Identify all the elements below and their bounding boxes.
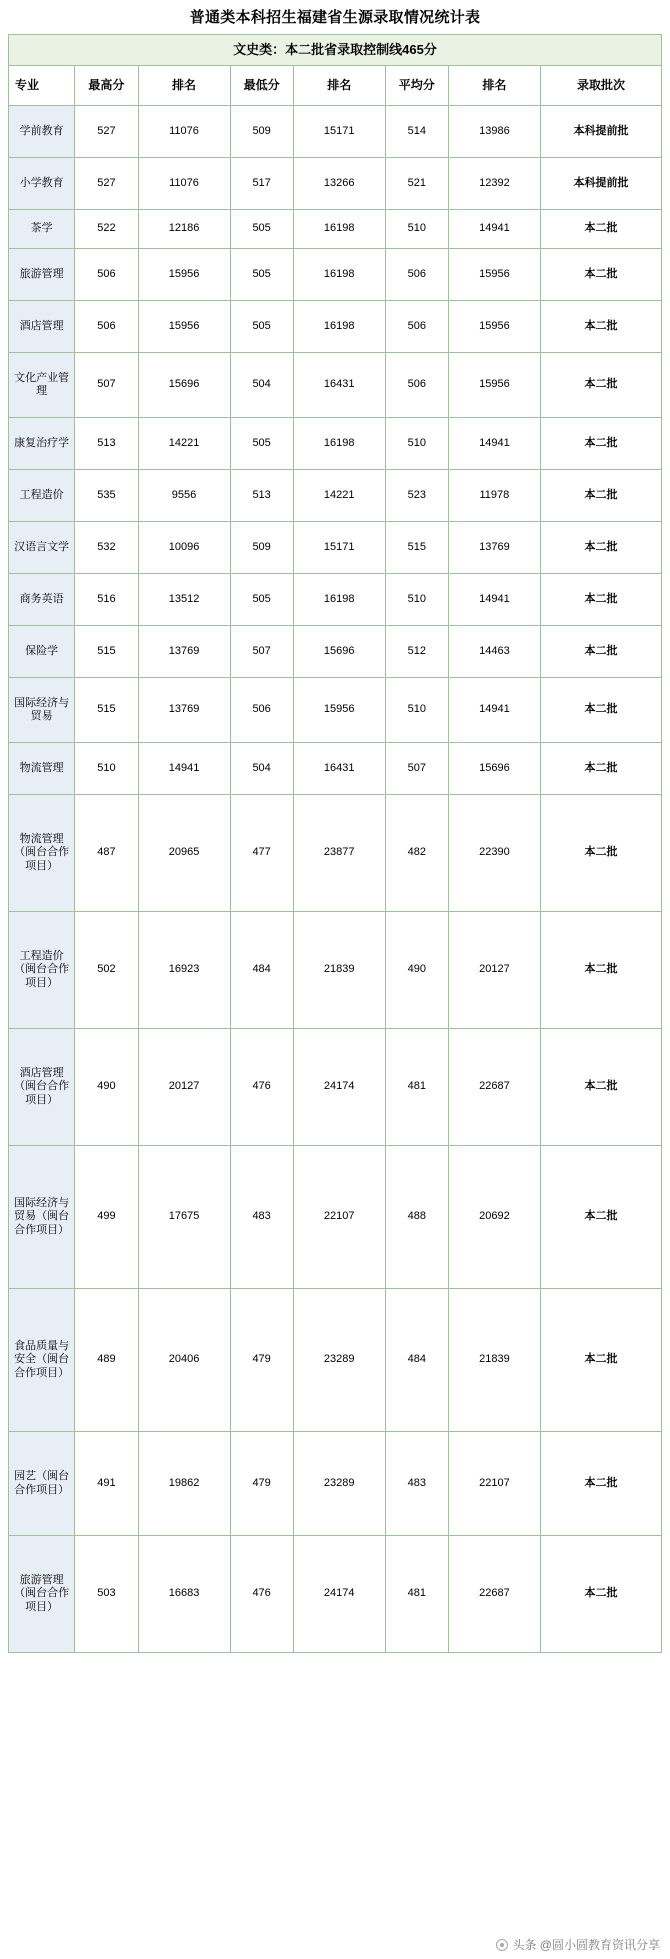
cell-highest-score: 506: [75, 301, 138, 353]
column-header-average-score: 平均分: [385, 66, 448, 106]
table-row: [9, 1146, 662, 1289]
cell-average-score: 506: [385, 301, 448, 353]
table-row: [9, 106, 662, 158]
cell-highest-score: 490: [75, 1029, 138, 1146]
cell-average-rank: 22107: [448, 1432, 540, 1536]
cell-highest-score: 491: [75, 1432, 138, 1536]
cell-lowest-score: 484: [230, 912, 293, 1029]
cell-average-rank: 12392: [448, 158, 540, 210]
cell-lowest-score: 483: [230, 1146, 293, 1289]
cell-highest-rank: 13769: [138, 678, 230, 743]
cell-major: 国际经济与贸易（闽台合作项目）: [9, 1146, 75, 1289]
cell-lowest-score: 517: [230, 158, 293, 210]
table-row: [9, 912, 662, 1029]
table-row: [9, 210, 662, 249]
cell-lowest-rank: 16198: [293, 574, 385, 626]
cell-lowest-rank: 15171: [293, 522, 385, 574]
cell-highest-rank: 10096: [138, 522, 230, 574]
cell-lowest-score: 505: [230, 418, 293, 470]
cell-batch: 本二批: [540, 353, 661, 418]
cell-highest-score: 507: [75, 353, 138, 418]
cell-highest-rank: 15956: [138, 301, 230, 353]
cell-lowest-rank: 14221: [293, 470, 385, 522]
cell-lowest-rank: 24174: [293, 1536, 385, 1653]
watermark-text: 头条 @圆小圆教育资讯分享: [512, 1938, 660, 1952]
cell-lowest-score: 504: [230, 743, 293, 795]
cell-highest-score: 510: [75, 743, 138, 795]
table-subtitle: 文史类：本二批省录取控制线465分: [9, 35, 662, 66]
cell-lowest-score: 507: [230, 626, 293, 678]
cell-lowest-rank: 13266: [293, 158, 385, 210]
cell-average-score: 481: [385, 1029, 448, 1146]
cell-lowest-rank: 21839: [293, 912, 385, 1029]
cell-major: 国际经济与贸易: [9, 678, 75, 743]
cell-highest-score: 487: [75, 795, 138, 912]
cell-lowest-rank: 15171: [293, 106, 385, 158]
cell-lowest-score: 509: [230, 522, 293, 574]
cell-major: 康复治疗学: [9, 418, 75, 470]
cell-lowest-rank: 24174: [293, 1029, 385, 1146]
cell-highest-rank: 13769: [138, 626, 230, 678]
cell-lowest-score: 505: [230, 301, 293, 353]
cell-average-rank: 15956: [448, 249, 540, 301]
cell-highest-rank: 12186: [138, 210, 230, 249]
table-row: [9, 249, 662, 301]
cell-major: 小学教育: [9, 158, 75, 210]
cell-major: 物流管理（闽台合作项目）: [9, 795, 75, 912]
cell-average-score: 510: [385, 574, 448, 626]
cell-lowest-rank: 16431: [293, 353, 385, 418]
cell-lowest-score: 477: [230, 795, 293, 912]
cell-average-score: 482: [385, 795, 448, 912]
cell-average-rank: 13769: [448, 522, 540, 574]
cell-average-score: 506: [385, 249, 448, 301]
cell-batch: 本二批: [540, 1536, 661, 1653]
cell-highest-rank: 19862: [138, 1432, 230, 1536]
table-row: [9, 626, 662, 678]
column-header-lowest-rank: 排名: [293, 66, 385, 106]
cell-average-rank: 14941: [448, 574, 540, 626]
cell-lowest-score: 505: [230, 210, 293, 249]
cell-highest-score: 506: [75, 249, 138, 301]
cell-batch: 本二批: [540, 301, 661, 353]
cell-highest-score: 527: [75, 158, 138, 210]
cell-batch: 本二批: [540, 1432, 661, 1536]
cell-highest-rank: 14221: [138, 418, 230, 470]
toutiao-logo-icon: [496, 1939, 508, 1951]
table-row: [9, 1536, 662, 1653]
cell-highest-score: 527: [75, 106, 138, 158]
column-header-batch: 录取批次: [540, 66, 661, 106]
cell-lowest-score: 506: [230, 678, 293, 743]
cell-average-score: 514: [385, 106, 448, 158]
cell-batch: 本二批: [540, 418, 661, 470]
cell-highest-rank: 20965: [138, 795, 230, 912]
cell-lowest-rank: 16198: [293, 418, 385, 470]
cell-average-rank: 15696: [448, 743, 540, 795]
cell-highest-rank: 16683: [138, 1536, 230, 1653]
cell-average-score: 488: [385, 1146, 448, 1289]
cell-average-rank: 20127: [448, 912, 540, 1029]
cell-highest-rank: 20127: [138, 1029, 230, 1146]
cell-highest-score: 522: [75, 210, 138, 249]
cell-highest-rank: 15956: [138, 249, 230, 301]
cell-highest-score: 532: [75, 522, 138, 574]
cell-highest-rank: 11076: [138, 106, 230, 158]
cell-major: 茶学: [9, 210, 75, 249]
table-row: [9, 522, 662, 574]
cell-lowest-score: 479: [230, 1289, 293, 1432]
table-row: [9, 301, 662, 353]
column-header-lowest-score: 最低分: [230, 66, 293, 106]
cell-average-score: 484: [385, 1289, 448, 1432]
cell-average-score: 506: [385, 353, 448, 418]
cell-average-score: 507: [385, 743, 448, 795]
table-row: [9, 470, 662, 522]
cell-lowest-score: 509: [230, 106, 293, 158]
column-header-major: 专业: [9, 66, 75, 106]
cell-average-rank: 20692: [448, 1146, 540, 1289]
cell-average-rank: 14941: [448, 210, 540, 249]
cell-highest-rank: 15696: [138, 353, 230, 418]
table-body: [9, 35, 662, 1653]
admission-statistics-table: [8, 34, 662, 1653]
cell-lowest-score: 513: [230, 470, 293, 522]
cell-lowest-rank: 23289: [293, 1432, 385, 1536]
table-row: [9, 158, 662, 210]
cell-average-score: 523: [385, 470, 448, 522]
cell-average-rank: 22687: [448, 1029, 540, 1146]
cell-major: 食品质量与安全（闽台合作项目）: [9, 1289, 75, 1432]
cell-batch: 本二批: [540, 912, 661, 1029]
cell-highest-rank: 20406: [138, 1289, 230, 1432]
cell-major: 旅游管理: [9, 249, 75, 301]
cell-highest-score: 499: [75, 1146, 138, 1289]
cell-average-score: 515: [385, 522, 448, 574]
cell-batch: 本二批: [540, 743, 661, 795]
cell-batch: 本二批: [540, 1029, 661, 1146]
table-row: [9, 1289, 662, 1432]
page-title: 普通类本科招生福建省生源录取情况统计表: [189, 9, 481, 26]
cell-major: 旅游管理（闽台合作项目）: [9, 1536, 75, 1653]
cell-highest-score: 535: [75, 470, 138, 522]
column-header-highest-rank: 排名: [138, 66, 230, 106]
cell-lowest-score: 505: [230, 574, 293, 626]
column-header-highest-score: 最高分: [75, 66, 138, 106]
cell-lowest-rank: 16198: [293, 301, 385, 353]
cell-lowest-score: 505: [230, 249, 293, 301]
cell-lowest-rank: 15696: [293, 626, 385, 678]
cell-average-rank: 14463: [448, 626, 540, 678]
cell-highest-score: 516: [75, 574, 138, 626]
cell-lowest-rank: 23289: [293, 1289, 385, 1432]
cell-major: 保险学: [9, 626, 75, 678]
cell-average-score: 521: [385, 158, 448, 210]
cell-major: 园艺（闽台合作项目）: [9, 1432, 75, 1536]
cell-average-score: 510: [385, 418, 448, 470]
cell-lowest-score: 504: [230, 353, 293, 418]
cell-highest-score: 515: [75, 678, 138, 743]
cell-average-score: 510: [385, 210, 448, 249]
cell-major: 酒店管理: [9, 301, 75, 353]
cell-lowest-rank: 23877: [293, 795, 385, 912]
cell-highest-score: 513: [75, 418, 138, 470]
table-row: [9, 574, 662, 626]
table-row: [9, 678, 662, 743]
cell-lowest-score: 479: [230, 1432, 293, 1536]
cell-average-rank: 15956: [448, 301, 540, 353]
cell-lowest-score: 476: [230, 1029, 293, 1146]
table-row: [9, 1029, 662, 1146]
cell-average-score: 510: [385, 678, 448, 743]
cell-batch: 本科提前批: [540, 106, 661, 158]
cell-batch: 本二批: [540, 1146, 661, 1289]
cell-highest-rank: 16923: [138, 912, 230, 1029]
cell-highest-rank: 11076: [138, 158, 230, 210]
cell-highest-rank: 14941: [138, 743, 230, 795]
cell-major: 酒店管理（闽台合作项目）: [9, 1029, 75, 1146]
cell-batch: 本二批: [540, 1289, 661, 1432]
cell-major: 文化产业管理: [9, 353, 75, 418]
cell-lowest-score: 476: [230, 1536, 293, 1653]
table-subtitle-row: [9, 35, 662, 66]
cell-lowest-rank: 15956: [293, 678, 385, 743]
cell-average-score: 481: [385, 1536, 448, 1653]
cell-average-rank: 15956: [448, 353, 540, 418]
table-row: [9, 743, 662, 795]
cell-average-rank: 22687: [448, 1536, 540, 1653]
cell-major: 物流管理: [9, 743, 75, 795]
table-row: [9, 353, 662, 418]
cell-average-score: 483: [385, 1432, 448, 1536]
table-header-row: [9, 66, 662, 106]
cell-major: 汉语言文学: [9, 522, 75, 574]
watermark: [496, 1936, 660, 1953]
table-row: [9, 418, 662, 470]
cell-average-score: 512: [385, 626, 448, 678]
cell-average-rank: 22390: [448, 795, 540, 912]
cell-batch: 本二批: [540, 522, 661, 574]
cell-average-rank: 14941: [448, 678, 540, 743]
table-row: [9, 795, 662, 912]
cell-major: 工程造价: [9, 470, 75, 522]
cell-lowest-rank: 16198: [293, 210, 385, 249]
cell-batch: 本二批: [540, 470, 661, 522]
cell-batch: 本二批: [540, 678, 661, 743]
cell-major: 学前教育: [9, 106, 75, 158]
column-header-average-rank: 排名: [448, 66, 540, 106]
cell-batch: 本二批: [540, 795, 661, 912]
cell-average-score: 490: [385, 912, 448, 1029]
cell-highest-rank: 17675: [138, 1146, 230, 1289]
cell-highest-rank: 9556: [138, 470, 230, 522]
cell-average-rank: 11978: [448, 470, 540, 522]
cell-highest-score: 503: [75, 1536, 138, 1653]
cell-batch: 本二批: [540, 574, 661, 626]
cell-lowest-rank: 16198: [293, 249, 385, 301]
cell-major: 商务英语: [9, 574, 75, 626]
cell-highest-rank: 13512: [138, 574, 230, 626]
cell-batch: 本二批: [540, 626, 661, 678]
cell-highest-score: 489: [75, 1289, 138, 1432]
cell-lowest-rank: 16431: [293, 743, 385, 795]
cell-highest-score: 502: [75, 912, 138, 1029]
cell-highest-score: 515: [75, 626, 138, 678]
cell-batch: 本科提前批: [540, 158, 661, 210]
cell-average-rank: 21839: [448, 1289, 540, 1432]
cell-major: 工程造价（闽台合作项目）: [9, 912, 75, 1029]
cell-average-rank: 13986: [448, 106, 540, 158]
cell-batch: 本二批: [540, 210, 661, 249]
cell-batch: 本二批: [540, 249, 661, 301]
cell-lowest-rank: 22107: [293, 1146, 385, 1289]
table-row: [9, 1432, 662, 1536]
cell-average-rank: 14941: [448, 418, 540, 470]
